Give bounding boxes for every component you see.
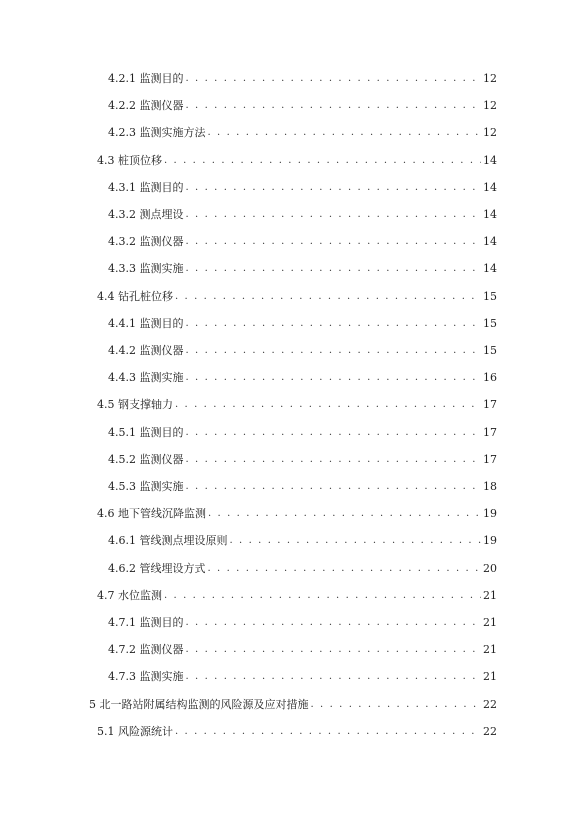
toc-page-number: 17	[483, 398, 497, 412]
toc-entry[interactable]	[108, 179, 497, 197]
toc-entry[interactable]	[108, 424, 497, 442]
toc-page-number: 18	[483, 480, 497, 493]
toc-entry-label: 4.3.3 监测实施	[108, 262, 184, 276]
toc-entry-label: 5 北一路站附属结构监测的风险源及应对措施	[89, 697, 309, 711]
toc-page-number: 12	[483, 99, 497, 113]
toc-page-number: 15	[483, 316, 497, 330]
toc-entry-label: 4.2.3 监测实施方法	[108, 126, 206, 140]
toc-entry-label: 4.6.1 管线测点埋设原则	[108, 534, 228, 548]
toc-entry[interactable]	[108, 233, 497, 251]
toc-dot-leader	[186, 478, 482, 496]
toc-dot-leader	[186, 206, 482, 224]
toc-page-number: 15	[483, 344, 497, 357]
toc-page-number: 21	[483, 670, 497, 684]
toc-entry-label: 4.4 钻孔桩位移	[97, 289, 173, 303]
toc-entry[interactable]	[108, 342, 497, 360]
toc-entry-label: 4.6 地下管线沉降监测	[97, 507, 206, 521]
toc-page-number: 14	[483, 262, 497, 276]
toc-dot-leader	[186, 179, 482, 197]
toc-dot-leader	[311, 696, 482, 714]
toc-entry-label: 4.3 桩顶位移	[97, 153, 162, 167]
toc-page-number: 20	[483, 561, 497, 575]
toc-entry-label: 4.6.2 管线埋设方式	[108, 561, 206, 575]
toc-dot-leader	[186, 614, 482, 632]
toc-entry-label: 4.7 水位监测	[97, 588, 162, 602]
toc-page-number: 16	[483, 371, 497, 385]
toc-dot-leader	[175, 723, 481, 741]
toc-entry-label: 4.7.3 监测实施	[108, 670, 184, 684]
toc-page-number: 22	[483, 697, 497, 711]
toc-entry[interactable]	[108, 206, 497, 224]
toc-dot-leader	[175, 288, 481, 306]
toc-dot-leader	[175, 396, 481, 414]
toc-page-number: 19	[483, 507, 497, 521]
toc-dot-leader	[186, 233, 482, 251]
toc-entry[interactable]	[108, 315, 497, 333]
toc-dot-leader	[186, 342, 482, 360]
toc-dot-leader	[186, 70, 482, 88]
toc-page-number: 15	[483, 289, 497, 303]
toc-page-number: 21	[483, 588, 497, 602]
toc-entry[interactable]	[89, 696, 497, 714]
toc-entry[interactable]	[108, 70, 497, 88]
toc-dot-leader	[230, 532, 482, 550]
toc-entry[interactable]	[108, 668, 497, 686]
toc-entry-label: 4.4.3 监测实施	[108, 371, 184, 385]
toc-entry-label: 4.7.2 监测仪器	[108, 643, 184, 657]
toc-dot-leader	[186, 369, 482, 387]
toc-entry-label: 5.1 风险源统计	[97, 724, 173, 738]
toc-page-number: 14	[483, 208, 497, 221]
toc-entry-label: 4.7.1 监测目的	[108, 616, 184, 629]
toc-entry[interactable]	[97, 396, 497, 414]
toc-dot-leader	[186, 668, 482, 686]
toc-dot-leader	[186, 424, 482, 442]
toc-entry-label: 4.4.1 监测目的	[108, 316, 184, 330]
toc-dot-leader	[164, 587, 481, 605]
toc-dot-leader	[208, 505, 481, 523]
toc-page-number: 14	[483, 180, 497, 194]
toc-entry[interactable]	[97, 288, 497, 306]
toc-entry[interactable]	[97, 587, 497, 605]
toc-entry-label: 4.3.2 监测仪器	[108, 235, 184, 249]
toc-entry[interactable]	[108, 451, 497, 469]
toc-page-number: 12	[483, 72, 497, 85]
toc-entry[interactable]	[97, 152, 497, 170]
toc-entry[interactable]	[108, 369, 497, 387]
toc-entry-label: 4.5 钢支撑轴力	[97, 398, 173, 412]
toc-dot-leader	[186, 260, 482, 278]
toc-dot-leader	[164, 152, 481, 170]
toc-page-number: 14	[483, 235, 497, 249]
toc-page-number: 19	[483, 534, 497, 548]
toc-dot-leader	[186, 641, 482, 659]
toc-dot-leader	[186, 315, 482, 333]
toc-page-number: 14	[483, 153, 497, 167]
toc-entry-label: 4.5.1 监测目的	[108, 425, 184, 439]
toc-entry[interactable]	[108, 260, 497, 278]
toc-page-number: 21	[483, 643, 497, 657]
toc-dot-leader	[208, 560, 482, 578]
toc-page-number: 22	[483, 724, 497, 738]
toc-entry[interactable]	[108, 641, 497, 659]
toc-entry-label: 4.3.2 测点埋设	[108, 208, 184, 221]
toc-entry[interactable]	[108, 560, 497, 578]
toc-entry-label: 4.3.1 监测目的	[108, 180, 184, 194]
toc-entry[interactable]	[108, 124, 497, 142]
toc-entry[interactable]	[108, 97, 497, 115]
toc-page-number: 17	[483, 425, 497, 439]
toc-page-number: 21	[483, 616, 497, 629]
toc-entry[interactable]	[108, 532, 497, 550]
toc-dot-leader	[208, 124, 482, 142]
toc-entry[interactable]	[108, 614, 497, 632]
toc-entry-label: 4.5.3 监测实施	[108, 480, 184, 493]
toc-entry[interactable]	[97, 723, 497, 741]
toc-dot-leader	[186, 451, 482, 469]
toc-dot-leader	[186, 97, 482, 115]
toc-entry[interactable]	[108, 478, 497, 496]
toc-page-number: 17	[483, 452, 497, 466]
toc-entry-label: 4.5.2 监测仪器	[108, 452, 184, 466]
toc-entry-label: 4.2.1 监测目的	[108, 72, 184, 85]
toc-page-number: 12	[483, 126, 497, 140]
toc-entry-label: 4.4.2 监测仪器	[108, 344, 184, 357]
toc-entry-label: 4.2.2 监测仪器	[108, 99, 184, 113]
toc-entry[interactable]	[97, 505, 497, 523]
